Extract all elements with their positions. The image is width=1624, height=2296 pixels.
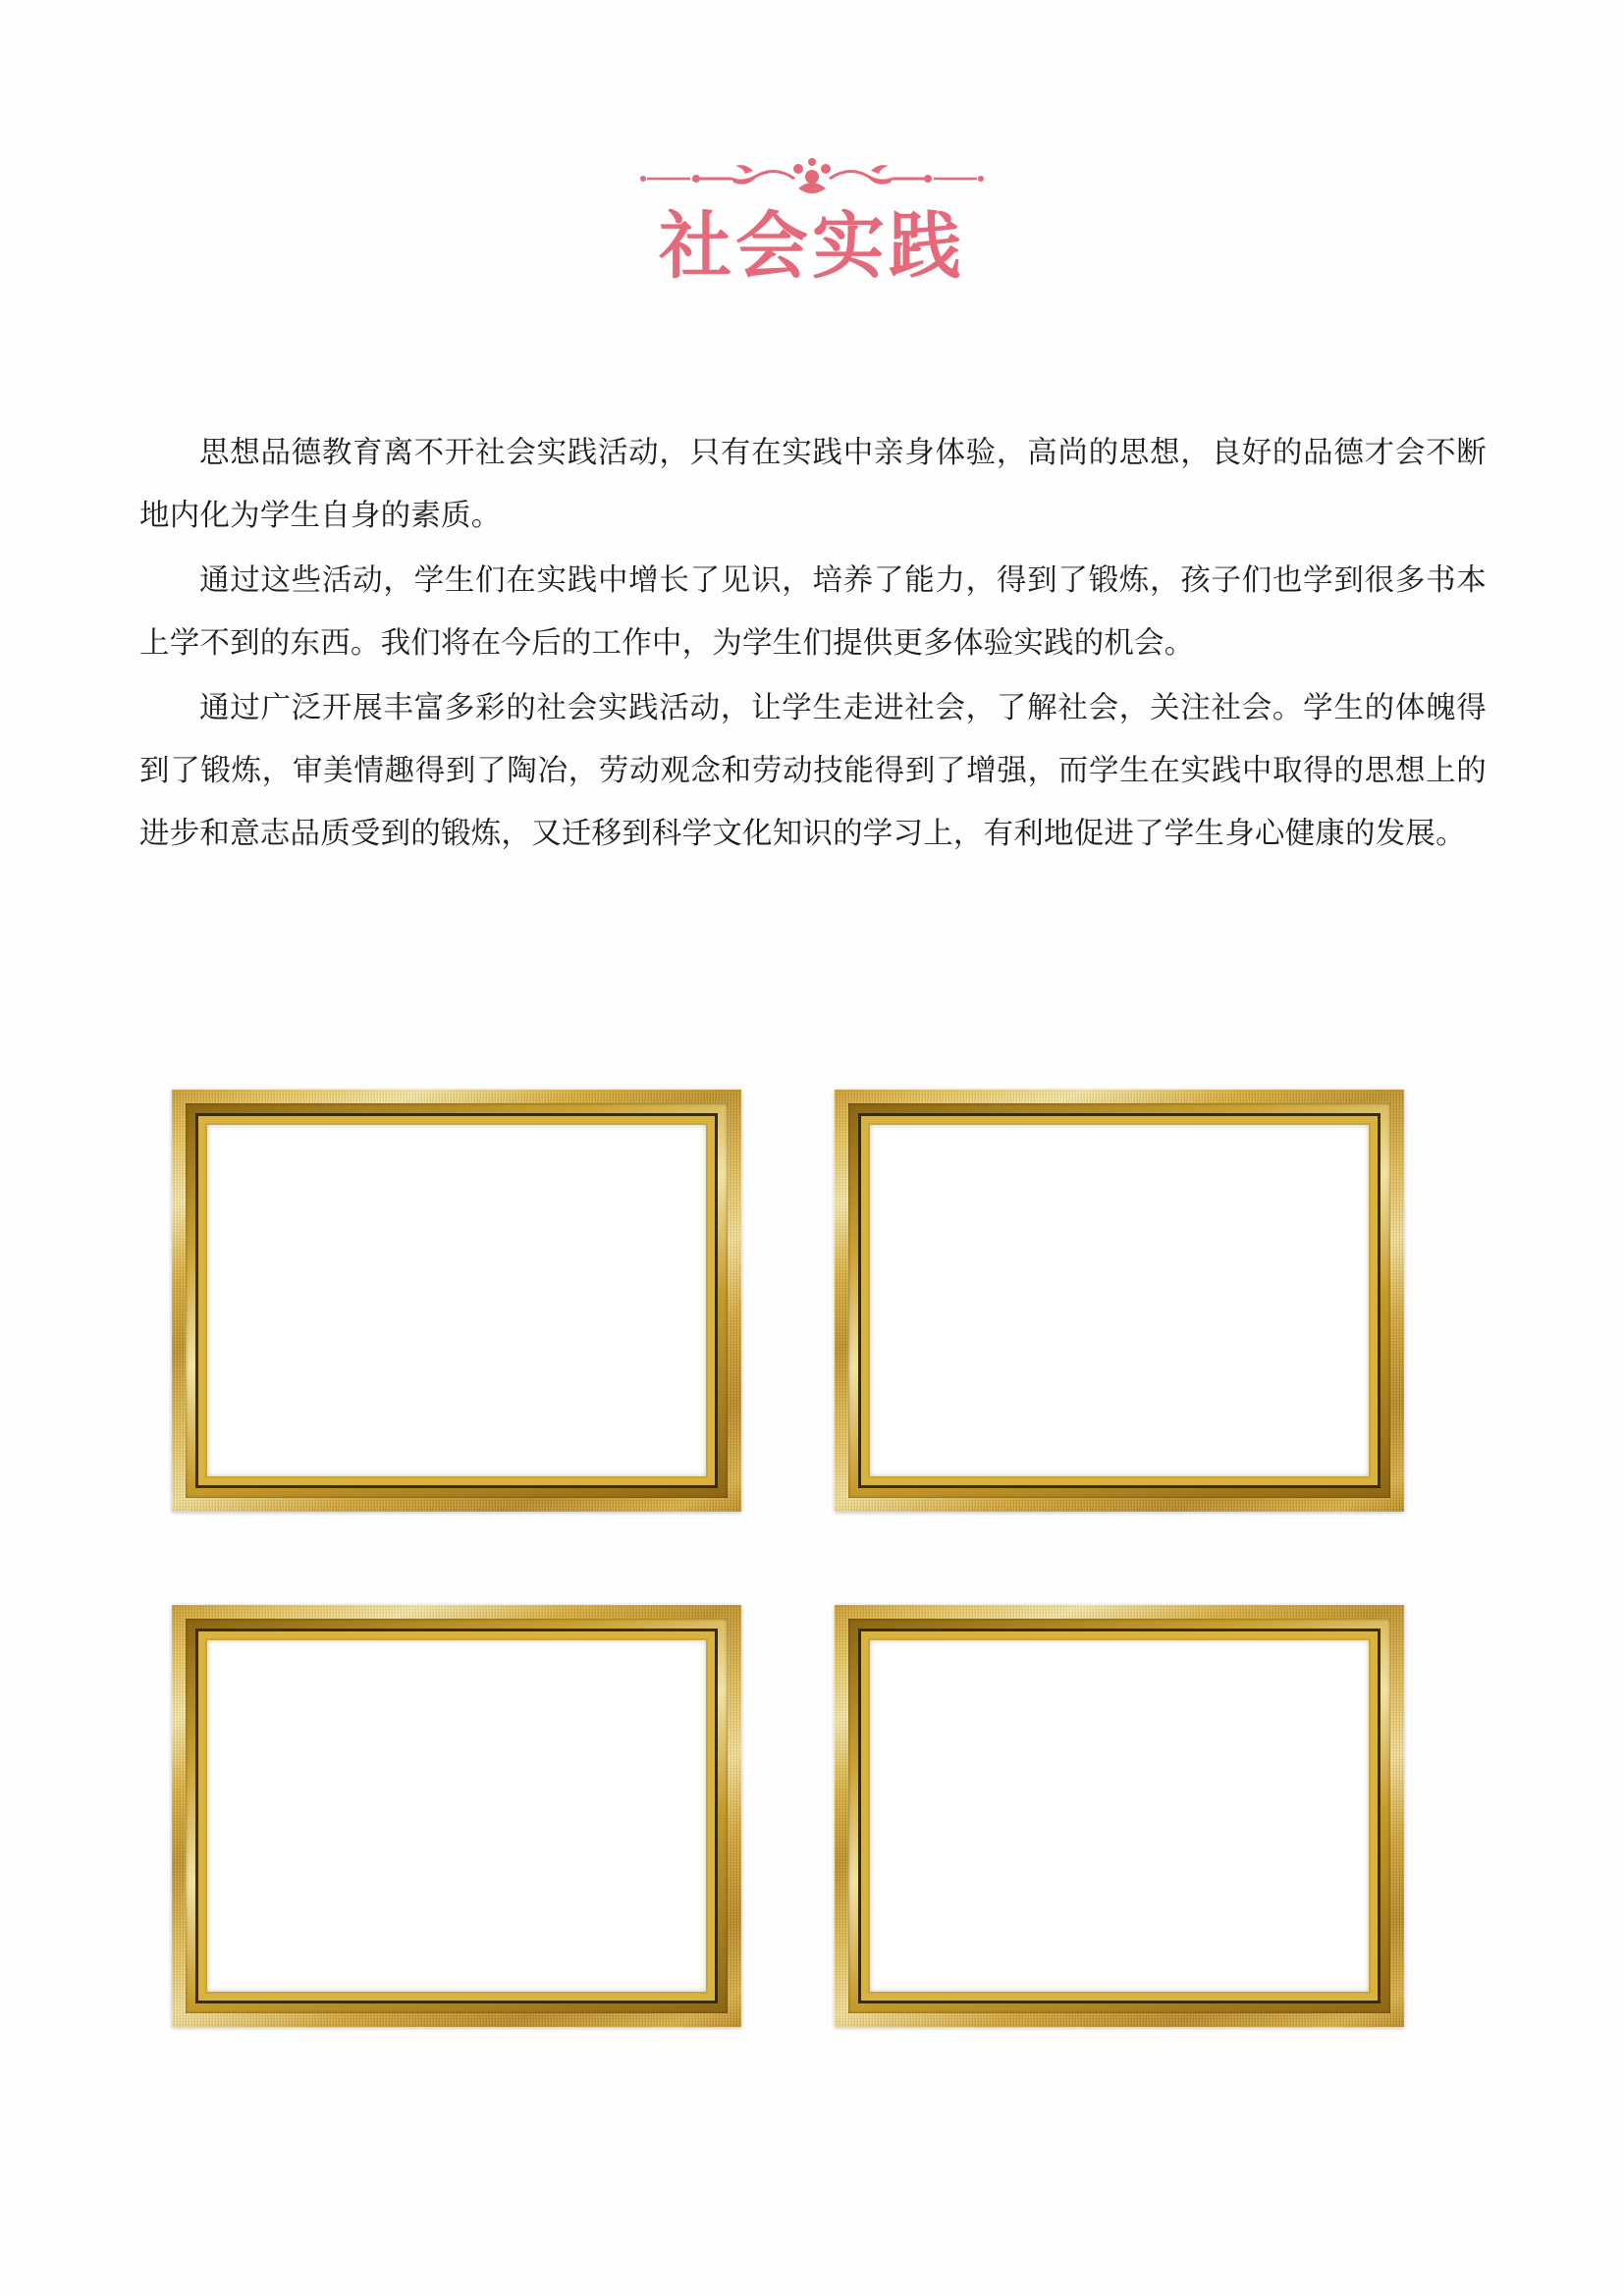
frame-bevel-outer bbox=[848, 1103, 1390, 1498]
frame-bevel-inner bbox=[858, 1629, 1380, 2003]
article-body bbox=[139, 422, 1487, 868]
paragraph: 通过广泛开展丰富多彩的社会实践活动，让学生走进社会，了解社会，关注社会。学生的体魄得到了锻炼，审美情趣得到了陶冶，劳动观念和劳动技能得到了增强，而学生在实践中取得的思想上的进步和意志品质受到的锻炼，又迁移到科学文化知识的学习上，有利地促进了学生身心健康的发展。 bbox=[139, 691, 1487, 851]
photo-placeholder[interactable] bbox=[868, 1123, 1371, 1478]
photo-gallery bbox=[172, 1090, 1448, 2027]
frame-bevel-inner bbox=[858, 1113, 1380, 1488]
photo-frame-3[interactable] bbox=[172, 1605, 741, 2027]
page-title: 社会实践 bbox=[659, 204, 965, 289]
frame-bevel-inner bbox=[195, 1113, 718, 1488]
photo-placeholder[interactable] bbox=[205, 1123, 708, 1478]
frame-bevel-outer bbox=[186, 1103, 728, 1498]
photo-frame-1[interactable] bbox=[172, 1090, 741, 1512]
frame-bevel-outer bbox=[186, 1619, 728, 2013]
photo-frame-2[interactable] bbox=[835, 1090, 1404, 1512]
paragraph: 思想品德教育离不开社会实践活动，只有在实践中亲身体验，高尚的思想，良好的品德才会不断地内化为学生自身的素质。 bbox=[139, 436, 1487, 533]
frame-bevel-outer bbox=[848, 1619, 1390, 2013]
page-header bbox=[0, 147, 1624, 289]
photo-placeholder[interactable] bbox=[205, 1638, 708, 1994]
photo-placeholder[interactable] bbox=[868, 1638, 1371, 1994]
frame-bevel-inner bbox=[195, 1629, 718, 2003]
photo-frame-4[interactable] bbox=[835, 1605, 1404, 2027]
paragraph: 通过这些活动，学生们在实践中增长了见识，培养了能力，得到了锻炼，孩子们也学到很多书本上学不到的东西。我们将在今后的工作中，为学生们提供更多体验实践的机会。 bbox=[139, 563, 1487, 661]
